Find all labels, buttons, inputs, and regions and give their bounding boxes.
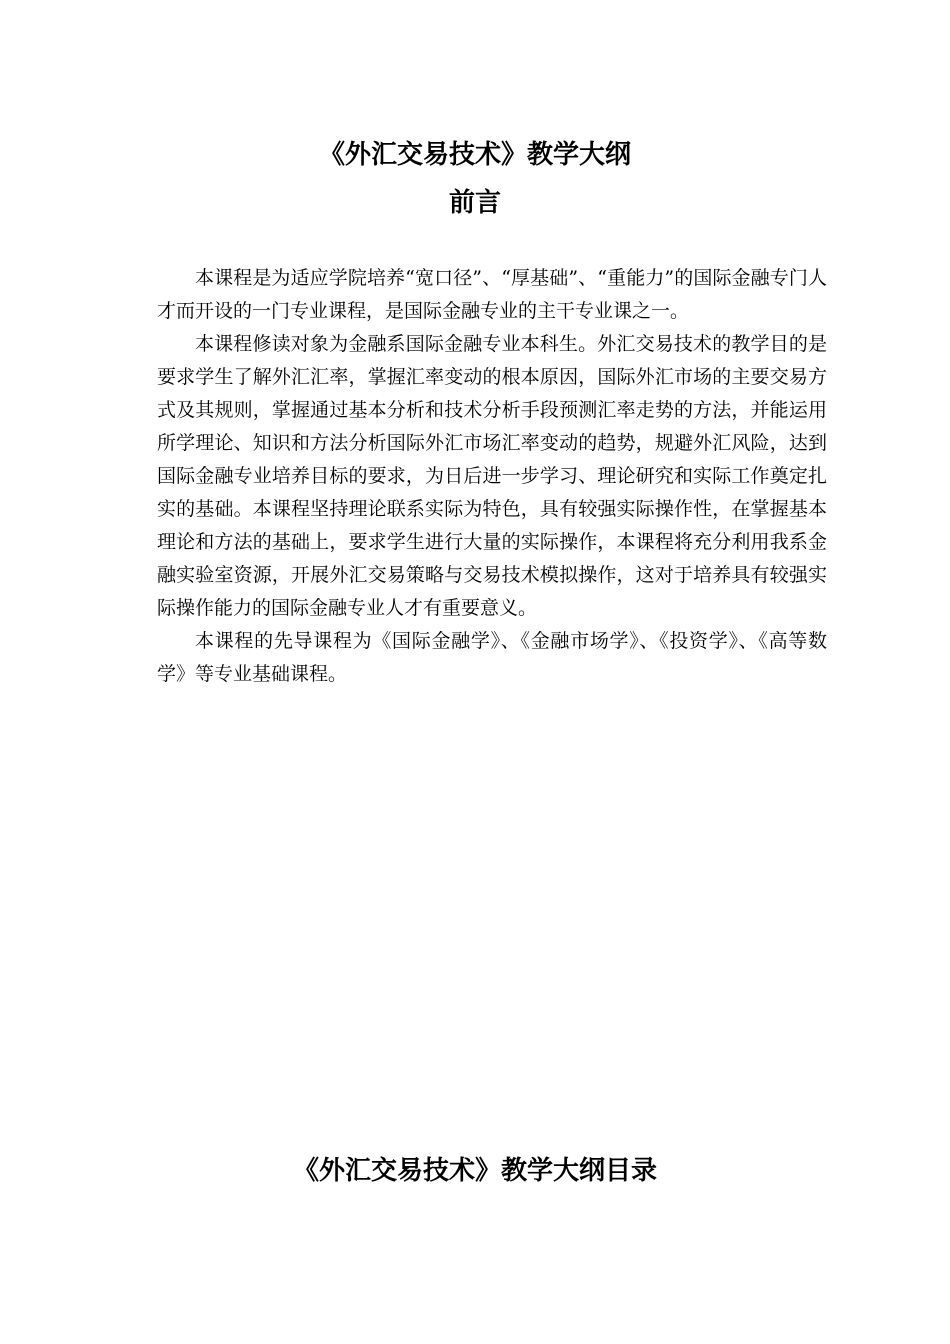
preface-heading: 前言 bbox=[448, 188, 501, 218]
toc-title: 《外汇交易技术》教学大纲目录 bbox=[292, 1156, 657, 1186]
document-title: 《外汇交易技术》教学大纲 bbox=[318, 140, 631, 170]
preface-paragraph-3: 本课程的先导课程为《国际金融学》、《金融市场学》、《投资学》、《高等数学》等专业基础课程。 bbox=[157, 630, 827, 685]
preface-paragraph-2: 本课程修读对象为金融系国际金融专业本科生。外汇交易技术的教学目的是要求学生了解外汇汇率，掌握汇率变动的根本原因，国际外汇市场的主要交易方式及其规则，掌握通过基本分析和技术分析手段预测汇率走势的方法，并能运用所学理论、知识和方法分析国际外汇市场汇率变动的趋势，规避外汇风险，达到国际金融专业培养目标的要求，为日后进一步学习、理论研究和实际工作奠定扎实的基础。本课程坚持理论联系实际为特色，具有较强实际操作性，在掌握基本理论和方法的基础上，要求学生进行大量的实际操作，本课程将充分利用我系金融实验室资源，开展外汇交易策略与交易技术模拟操作，这对于培养具有较强实际操作能力的国际金融专业人才有重要意义。 bbox=[157, 333, 827, 619]
preface-paragraph-1: 本课程是为适应学院培养“宽口径”、“厚基础”、“重能力”的国际金融专门人才而开设的一门专业课程，是国际金融专业的主干专业课之一。 bbox=[157, 267, 827, 322]
preface-body bbox=[157, 262, 827, 691]
